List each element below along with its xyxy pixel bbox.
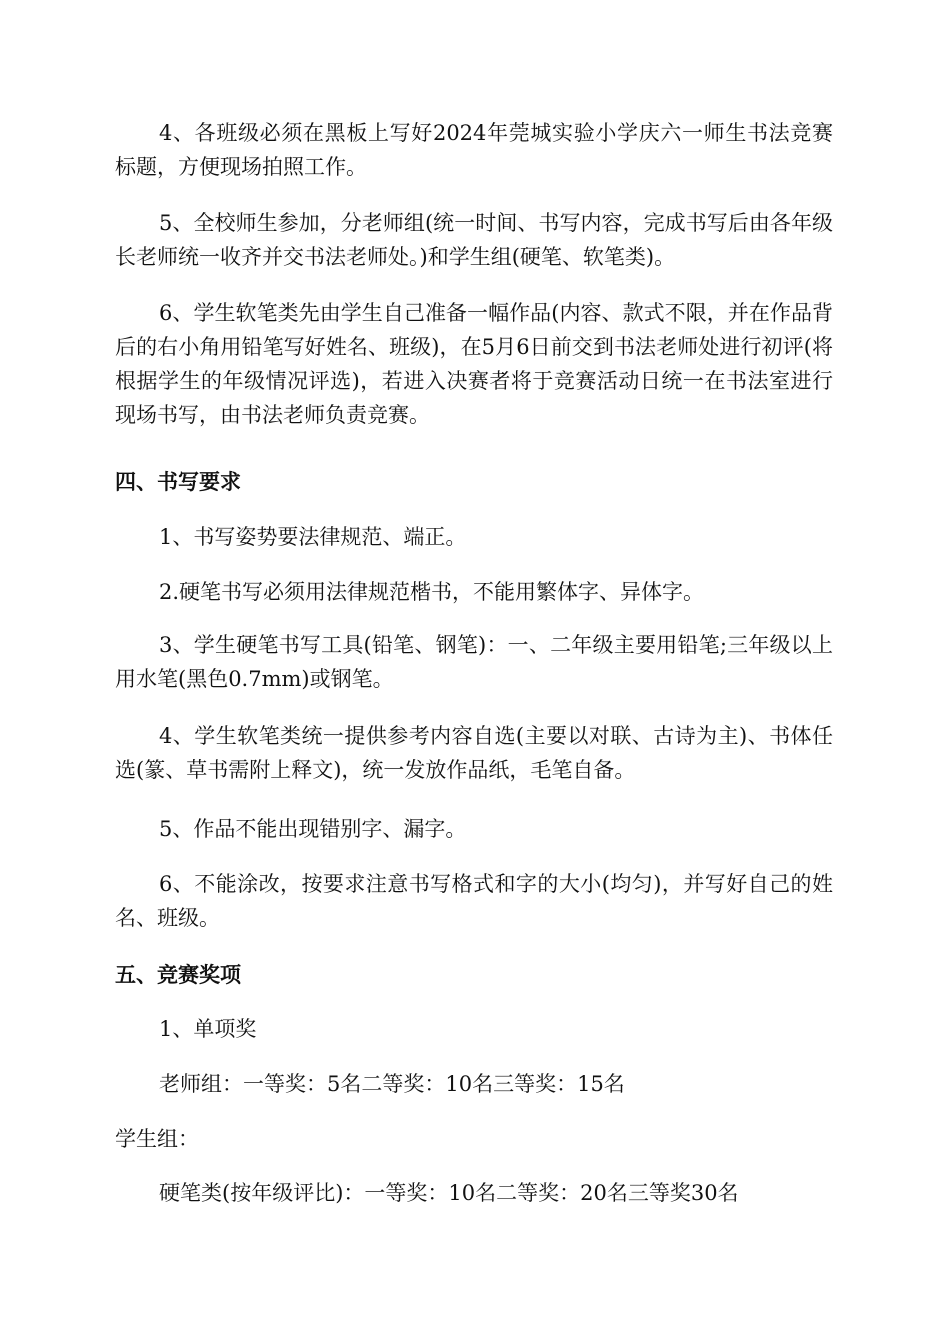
requirement-item-4: 4、学生软笔类统一提供参考内容自选(主要以对联、古诗为主)、书体任选(篆、草书需附上释文)，统一发放作品纸，毛笔自备。 (115, 724, 833, 782)
award-hard-pen: 硬笔类(按年级评比)：一等奖：10名二等奖：20名三等奖30名 (159, 1181, 739, 1205)
section-heading-writing-requirements: 四、书写要求 (115, 470, 241, 494)
paragraph-item-6: 6、学生软笔类先由学生自己准备一幅作品(内容、款式不限，并在作品背后的右小角用铅笔写好姓名、班级)，在5月6日前交到书法老师处进行初评(将根据学生的年级情况评选)，若进入决赛者将于竞赛活动日统一在书法室进行现场书写，由书法老师负责竞赛。 (115, 301, 833, 427)
paragraph-item-5: 5、全校师生参加，分老师组(统一时间、书写内容，完成书写后由各年级长老师统一收齐并交书法老师处。)和学生组(硬笔、软笔类)。 (115, 211, 833, 269)
requirement-item-3: 3、学生硬笔书写工具(铅笔、钢笔)：一、二年级主要用铅笔;三年级以上用水笔(黑色0.7mm)或钢笔。 (115, 633, 833, 691)
award-item-single: 1、单项奖 (159, 1017, 257, 1041)
section-heading-awards: 五、竞赛奖项 (115, 963, 241, 987)
requirement-item-2: 2.硬笔书写必须用法律规范楷书，不能用繁体字、异体字。 (159, 580, 705, 604)
requirement-item-1: 1、书写姿势要法律规范、端正。 (159, 525, 467, 549)
requirement-item-6: 6、不能涂改，按要求注意书写格式和字的大小(均匀)，并写好自己的姓名、班级。 (115, 872, 833, 930)
award-teacher-group: 老师组：一等奖：5名二等奖：10名三等奖：15名 (159, 1072, 625, 1096)
paragraph-item-4: 4、各班级必须在黑板上写好2024年莞城实验小学庆六一师生书法竞赛标题，方便现场拍照工作。 (115, 121, 833, 179)
award-student-group-label: 学生组： (115, 1127, 199, 1151)
requirement-item-5: 5、作品不能出现错别字、漏字。 (159, 817, 467, 841)
